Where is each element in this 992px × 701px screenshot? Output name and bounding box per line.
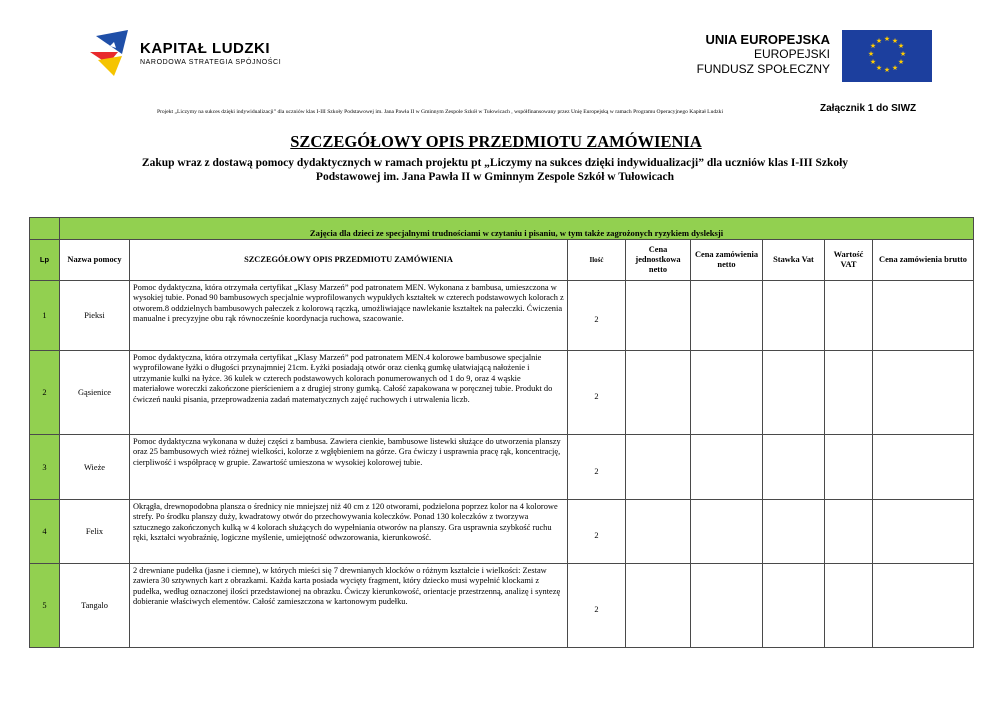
- table-row: [30, 351, 974, 435]
- col-header-unit-price: Cena jednostkowa netto: [626, 240, 691, 281]
- svg-text:★: ★: [891, 37, 899, 45]
- svg-text:★: ★: [869, 58, 877, 66]
- row-quantity: 2: [568, 435, 626, 500]
- col-header-description: SZCZEGÓŁOWY OPIS PRZEDMIOTU ZAMÓWIENIA: [130, 240, 568, 281]
- svg-text:★: ★: [897, 58, 905, 66]
- row-vat-value-cell[interactable]: [825, 281, 873, 351]
- row-lp: 4: [30, 500, 60, 564]
- table-header-row: [30, 240, 974, 281]
- table-row: [30, 435, 974, 500]
- row-gross-price-cell[interactable]: [873, 435, 974, 500]
- eu-fund-line2: FUNDUSZ SPOŁECZNY: [696, 62, 830, 76]
- col-header-gross-price: Cena zamówienia brutto: [873, 240, 974, 281]
- row-item-name: Wieże: [60, 435, 130, 500]
- eu-fund-line1: EUROPEJSKI: [753, 47, 830, 61]
- row-vat-rate-cell[interactable]: [763, 564, 825, 648]
- eu-logo-text: [697, 32, 830, 77]
- row-vat-rate-cell[interactable]: [763, 281, 825, 351]
- row-vat-rate-cell[interactable]: [763, 435, 825, 500]
- col-header-order-price: Cena zamówienia netto: [691, 240, 763, 281]
- row-unit-price-cell[interactable]: [626, 351, 691, 435]
- section-corner: [30, 218, 60, 240]
- row-order-price-cell[interactable]: [691, 351, 763, 435]
- section-title: Zajęcia dla dzieci ze specjalnymi trudnościami w czytaniu i pisaniu, w tym także zagrożonych ryzykiem dysleksji: [60, 218, 974, 240]
- svg-text:★: ★: [897, 42, 905, 50]
- row-vat-value-cell[interactable]: [825, 435, 873, 500]
- row-quantity: 2: [568, 351, 626, 435]
- row-gross-price-cell[interactable]: [873, 500, 974, 564]
- row-lp: 1: [30, 281, 60, 351]
- col-header-vat-value: Wartość VAT: [825, 240, 873, 281]
- col-header-lp: Lp: [30, 240, 60, 281]
- row-gross-price-cell[interactable]: [873, 281, 974, 351]
- row-lp: 5: [30, 564, 60, 648]
- table-row: [30, 500, 974, 564]
- eu-flag-icon: [842, 30, 932, 82]
- row-order-price-cell[interactable]: [691, 281, 763, 351]
- row-unit-price-cell[interactable]: [626, 564, 691, 648]
- svg-text:★: ★: [867, 50, 875, 58]
- annex-label: Załącznik 1 do SIWZ: [820, 103, 917, 114]
- row-description: Pomoc dydaktyczna, która otrzymała certyfikat „Klasy Marzeń” pod patronatem MEN.4 kolorowe bambusowe specjalnie wyprofilowane łyżki o długości przynajmniej 21cm. Łyżki posiadają otwór oraz cienką gumkę ułatwiającą nałożenie i utrzymanie kulki na łyżce. 36 kulek w czterech podstawowych kolorach ponumerowanych od 1 do 9, oraz 4 wąskie materiałowe woreczki zakończone pierścieniem a z drugiej strony gumką. Całość zapakowana w poręcznej tubie. Produkt do ćwiczeń nauki pisania, przeprowadzenia zadań matematycznych zajęć ruchowych i utrwalenia liczb.: [130, 351, 568, 435]
- project-note: Projekt „Liczymy na sukces dzięki indywidualizacji” dla uczniów klas I-III Szkoły Podstawowej im. Jana Pawła II w Gminnym Zespole Szkół w Tułowicach , współfinansowany przez Unię Europejską w ramach Programu Operacyjnego Kapitał Ludzki: [156, 109, 724, 115]
- eu-title: UNIA EUROPEJSKA: [705, 32, 830, 47]
- row-order-price-cell[interactable]: [691, 564, 763, 648]
- row-description: Pomoc dydaktyczna wykonana w dużej części z bambusa. Zawiera cienkie, bambusowe listewki służące do utworzenia planszy oraz 25 bambusowych wież różnej wielkości, kolorze z wgłębieniem na górze. Gra ćwiczy i usprawnia pracę rąk, koncentrację, cierpliwość i współpracę w grupie. Zawartość umieszona w wysokiej kolorowej tubie.: [130, 435, 568, 500]
- row-unit-price-cell[interactable]: [626, 500, 691, 564]
- svg-text:★: ★: [875, 64, 883, 72]
- row-item-name: Gąsienice: [60, 351, 130, 435]
- col-header-vat-rate: Stawka Vat: [763, 240, 825, 281]
- specification-table: [29, 217, 974, 648]
- row-lp: 2: [30, 351, 60, 435]
- row-vat-value-cell[interactable]: [825, 500, 873, 564]
- row-quantity: 2: [568, 564, 626, 648]
- eu-stars-icon: [842, 30, 932, 82]
- row-gross-price-cell[interactable]: [873, 351, 974, 435]
- kapital-ludzki-subtitle: NARODOWA STRATEGIA SPÓJNOŚCI: [140, 59, 282, 66]
- svg-text:★: ★: [891, 64, 899, 72]
- svg-text:★: ★: [875, 37, 883, 45]
- row-gross-price-cell[interactable]: [873, 564, 974, 648]
- svg-text:★: ★: [883, 35, 891, 43]
- row-lp: 3: [30, 435, 60, 500]
- kapital-ludzki-emblem-icon: [88, 30, 136, 78]
- row-item-name: Pieksi: [60, 281, 130, 351]
- row-order-price-cell[interactable]: [691, 435, 763, 500]
- svg-text:★: ★: [899, 50, 907, 58]
- row-description: Pomoc dydaktyczna, która otrzymała certyfikat „Klasy Marzeń” pod patronatem MEN. Wykonana z bambusa, umieszczona w wysokiej tubie. Ponad 90 bambusowych specjalnie wyprofilowanych wypukłych kształtek w czterech podstawowych kolorach z otworem.8 oddzielnych bambusowych pałeczek z kolorową rączką, umożliwiające nawlekanie kształtek na pałeczki. Ćwiczenia manualne i precyzyjne obu rąk równocześnie koordynacja ruchowa, szacowanie.: [130, 281, 568, 351]
- row-quantity: 2: [568, 281, 626, 351]
- row-description: 2 drewniane pudełka (jasne i ciemne), w których mieści się 7 drewnianych klocków o różnym kształcie i wielkości: Zestaw zawiera 30 sztywnych kart z obrazkami. Każda karta posiada wycięty fragment, który dziecko musi wypełnić klockami z pudełka, według oznaczonej ilości przedstawionej na obrazku. Ćwiczy kierunkowość, orientacje przestrzenną, analizę i syntezę dobieranie właściwych elementów. Całość zamieszczona w kartonowym pudełku.: [130, 564, 568, 648]
- kapital-ludzki-title: KAPITAŁ LUDZKI: [140, 40, 271, 57]
- row-item-name: Felix: [60, 500, 130, 564]
- table-row: [30, 281, 974, 351]
- col-header-name: Nazwa pomocy: [60, 240, 130, 281]
- col-header-quantity: Ilość: [568, 240, 626, 281]
- section-row: [30, 218, 974, 240]
- row-vat-rate-cell[interactable]: [763, 500, 825, 564]
- document-title: SZCZEGÓŁOWY OPIS PRZEDMIOTU ZAMÓWIENIA: [290, 132, 702, 151]
- svg-text:★: ★: [883, 66, 891, 74]
- row-description: Okrągła, drewnopodobna plansza o średnicy nie mniejszej niż 40 cm z 120 otworami, podzielona poprzez kolor na 4 kolorowe strefy. Po środku planszy duży, kwadratowy otwór do przechowywania koleczków. Ponad 130 koleczków z tworzywa sztucznego zakończonych kulką w 4 kolorach służących do wypełniania otworów na planszy. Gra usprawnia szybkość ruchu ręki, kształci wyobraźnię, logiczne myślenie, umiejętność odwzorowania, kierunkowość.: [130, 500, 568, 564]
- row-vat-value-cell[interactable]: [825, 564, 873, 648]
- row-vat-value-cell[interactable]: [825, 351, 873, 435]
- document-subtitle: Zakup wraz z dostawą pomocy dydaktycznych w ramach projektu pt „Liczymy na sukces dzięki indywidualizacji” dla uczniów klas I-III Szkoły Podstawowej im. Jana Pawła II w Gminnym Zespole Szkół w Tułowicach: [141, 157, 849, 183]
- svg-text:★: ★: [869, 42, 877, 50]
- row-order-price-cell[interactable]: [691, 500, 763, 564]
- row-unit-price-cell[interactable]: [626, 281, 691, 351]
- row-quantity: 2: [568, 500, 626, 564]
- row-unit-price-cell[interactable]: [626, 435, 691, 500]
- kapital-ludzki-logo: [88, 30, 308, 86]
- row-item-name: Tangalo: [60, 564, 130, 648]
- table-row: [30, 564, 974, 648]
- row-vat-rate-cell[interactable]: [763, 351, 825, 435]
